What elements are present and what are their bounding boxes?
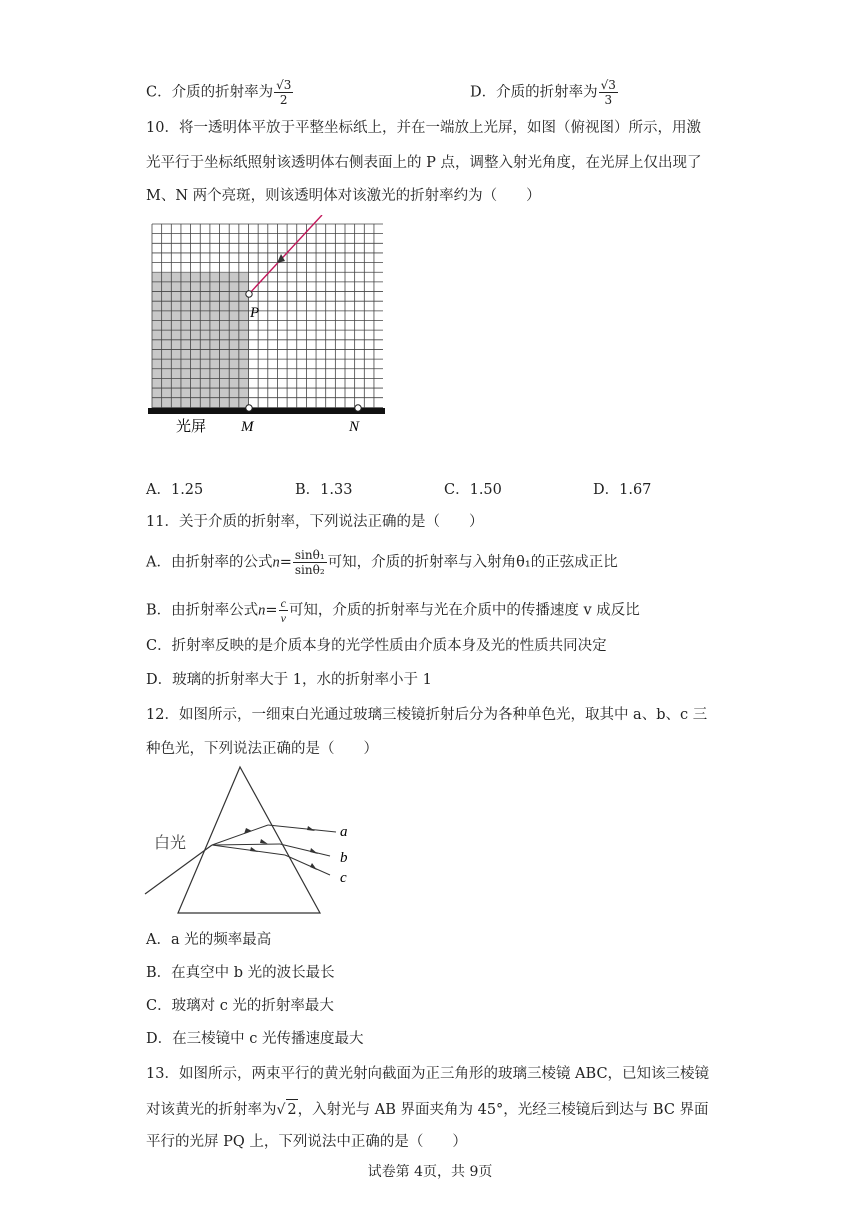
q11-a-fraction [293,548,327,577]
q11-option-d: D．玻璃的折射率大于 1，水的折射率小于 1 [146,672,432,688]
q9-d-numerator: √3 [600,78,616,92]
label-p: P [250,305,260,321]
q13-line2 [146,1099,709,1120]
q11-b-n: n [258,602,266,619]
q10-option-a: A．1.25 [146,482,204,498]
q9-c-numerator: √3 [276,78,292,92]
q9-option-d-text: D．介质的折射率为 [470,84,598,101]
q13-line2-b: ，入射光与 AB 界面夹角为 45°，光经三棱镜后到达与 BC 界面 [297,1102,709,1118]
q11-b-suffix: 可知，介质的折射率与光在介质中的传播速度 v 成反比 [288,602,640,619]
arrow-icon [310,848,318,854]
light-screen-bar [148,408,385,414]
point-m-marker [246,405,252,411]
q11-a-suffix: 可知，介质的折射率与入射角θ₁的正弦成正比 [327,554,618,571]
arrow-icon [250,847,258,852]
q10-line2: 光平行于坐标纸照射该透明体右侧表面上的 P 点，调整入射光角度，在光屏上仅出现了 [146,155,702,171]
page-footer: 试卷第 4页，共 9页 [367,1164,493,1180]
q13-line2-a: 对该黄光的折射率为 [146,1102,277,1118]
q9-option-d-fraction [599,78,618,107]
q10-option-d: D．1.67 [593,482,652,498]
q11-b-fraction [279,596,288,625]
ray-c-inside [212,845,285,855]
q11-option-a [146,548,618,577]
q11-a-denominator: sinθ₂ [294,563,325,577]
ray-b-inside [212,844,280,845]
sqrt-sign-icon: √ [276,1102,286,1118]
q10-figure [140,215,400,440]
ray-c-outside [285,855,330,875]
q12-prism-figure [140,762,370,922]
label-n: N [349,419,360,435]
label-b: b [340,850,348,866]
arrow-icon [260,839,268,844]
ray-a-inside [212,825,268,845]
q11-b-numerator: c [280,596,286,610]
q11-b-denominator: v [280,611,286,625]
q10-line3: M、N 两个亮斑，则该透明体对该激光的折射率约为（ ） [146,188,541,204]
white-light-ray [145,845,212,894]
q11-a-eq: = [279,554,292,571]
q11-b-prefix: B．由折射率公式 [146,602,259,619]
q12-option-b: B．在真空中 b 光的波长最长 [146,965,335,981]
ray-a-outside [268,825,336,832]
label-c: c [340,870,347,886]
q11-stem: 11．关于介质的折射率，下列说法正确的是（ ） [146,514,484,530]
q13-line3: 平行的光屏 PQ 上，下列说法中正确的是（ ） [146,1134,467,1150]
q9-c-denominator: 2 [279,93,288,107]
q9-option-c-fraction [274,78,293,107]
q11-a-prefix: A．由折射率的公式 [146,554,273,571]
q9-option-d [470,78,619,107]
arrow-icon [244,828,252,834]
arrow-icon [310,863,317,870]
q13-line1: 13．如图所示，两束平行的黄光射向截面为正三角形的玻璃三棱镜 ABC，已知该三棱镜 [146,1066,710,1082]
q10-option-c: C．1.50 [444,482,502,498]
q10-option-b: B．1.33 [295,482,353,498]
q13-sqrt-radicand: 2 [286,1099,297,1120]
prism-triangle [178,767,320,913]
q10-line1: 10．将一透明体平放于平整坐标纸上，并在一端放上光屏，如图（俯视图）所示，用激 [146,120,701,136]
q9-d-denominator: 3 [604,93,613,107]
q9-option-c [146,78,294,107]
point-n-marker [355,405,361,411]
arrow-icon [307,826,315,831]
q11-a-numerator: sinθ₁ [294,548,325,562]
q12-option-a: A．a 光的频率最高 [146,932,272,948]
q11-a-n: n [272,554,280,571]
q11-option-c: C．折射率反映的是介质本身的光学性质由介质本身及光的性质共同决定 [146,638,607,654]
label-white-light: 白光 [154,835,187,852]
q12-option-d: D．在三棱镜中 c 光传播速度最大 [146,1031,364,1047]
q11-b-eq: = [265,602,278,619]
q12-option-c: C．玻璃对 c 光的折射率最大 [146,998,334,1014]
label-m: M [241,419,254,435]
point-p-marker [246,291,252,297]
label-a: a [340,824,348,840]
q12-line2: 种色光，下列说法正确的是（ ） [146,741,378,757]
q11-option-b [146,596,640,625]
q12-line1: 12．如图所示，一细束白光通过玻璃三棱镜折射后分为各种单色光，取其中 a、b、c 三 [146,707,708,723]
q9-option-c-text: C．介质的折射率为 [146,84,274,101]
label-light-screen: 光屏 [176,419,207,435]
